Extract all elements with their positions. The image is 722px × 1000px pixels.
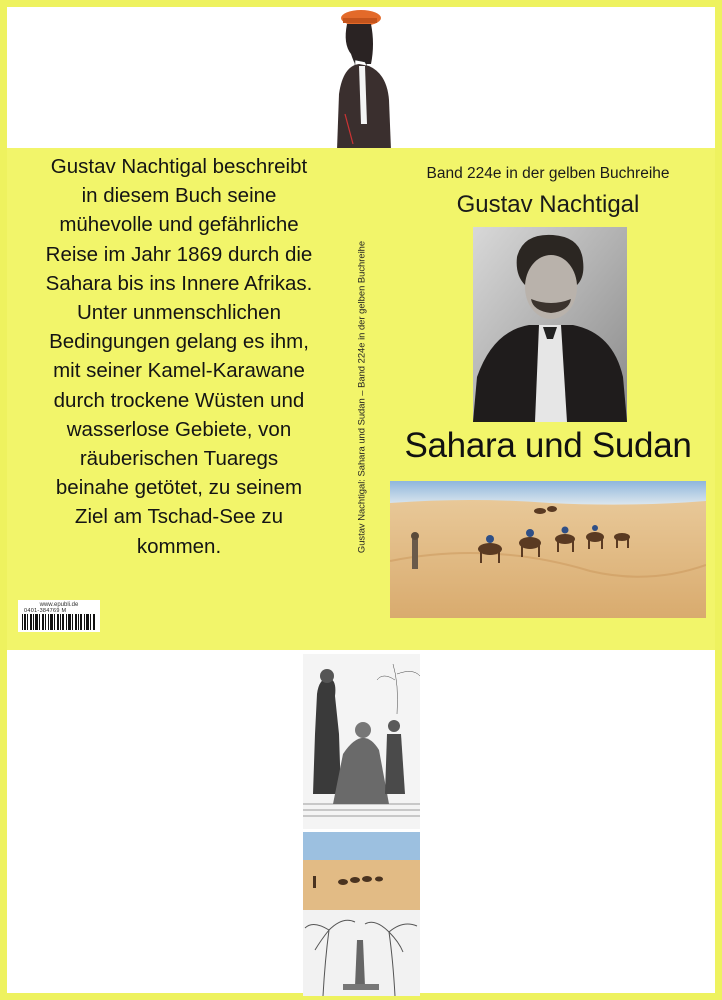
author-portrait bbox=[473, 227, 627, 422]
back-cover bbox=[14, 152, 344, 582]
palm-tree-engraving bbox=[303, 910, 420, 996]
publisher-url: www.epubli.de bbox=[39, 602, 79, 608]
author-name: Gustav Nachtigal bbox=[456, 191, 640, 218]
isbn-number: 0401-384769 M bbox=[24, 608, 67, 614]
back-cover-blurb: Gustav Nachtigal beschreibt in diesem Buch seine mühevolle und gefährliche Reise im Jahr 1869 durch die Sahara bis ins Innere Afrikas. Unter unmenschlichen Bedingungen gelang es ihm, mit seiner Kamel-Karawane durch trockene Wüsten und wasserlose Gebiete, von räuberischen Tuaregs beinahe getötet, zu seinem Ziel am Tschad-See zu kommen. bbox=[45, 155, 313, 558]
book-title: Sahara und Sudan bbox=[404, 426, 692, 465]
desert-caravan-photo-small bbox=[303, 832, 420, 910]
silhouette-illustration bbox=[325, 4, 395, 150]
series-label: Band 224e in der gelben Buchreihe bbox=[426, 165, 670, 182]
isbn-barcode bbox=[18, 600, 100, 632]
book-spine bbox=[345, 152, 377, 642]
spine-text: Gustav Nachtigal: Sahara und Sudan – Band 224e in der gelben Buchreihe bbox=[355, 240, 367, 554]
barcode-icon bbox=[22, 614, 96, 630]
historical-engraving bbox=[303, 654, 420, 829]
desert-caravan-photo bbox=[390, 481, 706, 618]
